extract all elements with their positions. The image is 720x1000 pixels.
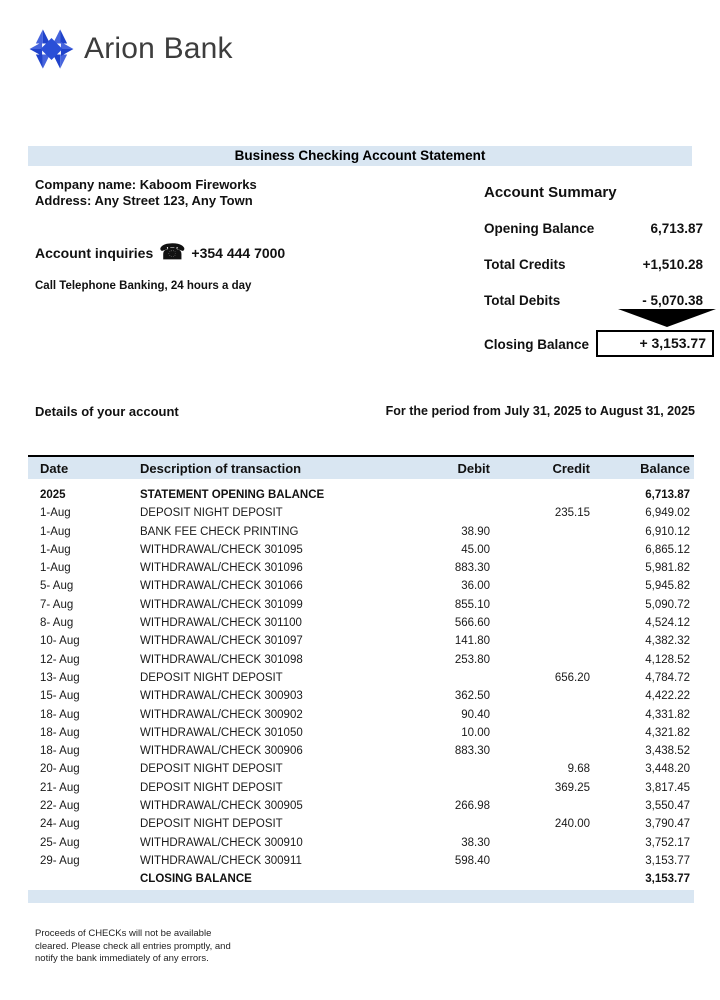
- cell-desc: WITHDRAWAL/CHECK 301100: [140, 617, 302, 630]
- cell-credit: [490, 523, 590, 541]
- cell-credit: [490, 834, 590, 852]
- cell-debit: 266.98: [454, 800, 490, 813]
- closing-balance-label: Closing Balance: [484, 337, 590, 352]
- cell-balance: 5,945.82: [645, 580, 690, 593]
- cell-debit: [390, 779, 490, 797]
- cell-debit: 253.80: [454, 653, 490, 666]
- company-address: Address: Any Street 123, Any Town: [35, 193, 253, 208]
- cell-balance: 4,321.82: [645, 726, 690, 739]
- table-row: [28, 852, 694, 870]
- cell-date: 21- Aug: [40, 781, 80, 794]
- cell-balance: 4,422.22: [645, 690, 690, 703]
- cell-desc: WITHDRAWAL/CHECK 301098: [140, 653, 303, 666]
- cell-date: 1-Aug: [40, 562, 71, 575]
- cell-credit: [490, 559, 590, 577]
- total-debits-value: - 5,070.38: [642, 293, 703, 308]
- cell-balance: 5,981.82: [645, 562, 690, 575]
- closing-balance-value: + 3,153.77: [596, 330, 714, 357]
- cell-balance: 6,949.02: [645, 507, 690, 520]
- brand-logo: [28, 27, 233, 71]
- table-row: [28, 760, 694, 778]
- summary-row-debits: [484, 293, 703, 308]
- cell-balance: 4,524.12: [645, 617, 690, 630]
- cell-debit: 883.30: [454, 745, 490, 758]
- summary-row-opening: [484, 221, 703, 236]
- company-block: [35, 177, 257, 209]
- cell-credit: [490, 742, 590, 760]
- cell-credit: [490, 596, 590, 614]
- cell-credit: 369.25: [554, 781, 590, 794]
- cell-desc: DEPOSIT NIGHT DEPOSIT: [140, 671, 283, 684]
- cell-debit: 855.10: [454, 598, 490, 611]
- opening-balance-label: Opening Balance: [484, 221, 595, 236]
- cell-desc: DEPOSIT NIGHT DEPOSIT: [140, 507, 283, 520]
- cell-date: 2025: [40, 489, 66, 501]
- cell-credit: 9.68: [567, 763, 590, 776]
- cell-credit: [490, 852, 590, 870]
- cell-balance: 3,448.20: [645, 763, 690, 776]
- footnote-line: cleared. Please check all entries promptly, and: [35, 940, 231, 952]
- cell-desc: WITHDRAWAL/CHECK 300903: [140, 690, 303, 703]
- table-row: [28, 870, 694, 888]
- table-footer-band: [28, 890, 694, 903]
- table-row: [28, 577, 694, 595]
- cell-date: 13- Aug: [40, 671, 80, 684]
- summary-row-credits: [484, 257, 703, 272]
- cell-date: 18- Aug: [40, 708, 80, 721]
- cell-credit: [490, 651, 590, 669]
- cell-balance: 6,865.12: [645, 543, 690, 556]
- cell-debit: 10.00: [461, 726, 490, 739]
- table-row: [28, 779, 694, 797]
- account-summary-title: Account Summary: [484, 184, 617, 201]
- cell-desc: WITHDRAWAL/CHECK 301099: [140, 598, 303, 611]
- cell-debit: [390, 504, 490, 522]
- brand-name: Arion Bank: [84, 32, 233, 65]
- cell-date: 18- Aug: [40, 745, 80, 758]
- table-row: [28, 632, 694, 650]
- table-row: [28, 742, 694, 760]
- table-row: [28, 614, 694, 632]
- cell-debit: 45.00: [461, 543, 490, 556]
- total-debits-label: Total Debits: [484, 293, 561, 308]
- cell-balance: 3,438.52: [645, 745, 690, 758]
- statement-title: Business Checking Account Statement: [28, 146, 692, 166]
- cell-date: 18- Aug: [40, 726, 80, 739]
- cell-debit: 38.30: [461, 836, 490, 849]
- cell-date: 12- Aug: [40, 653, 80, 666]
- header-date: Date: [40, 461, 69, 476]
- cell-balance: 4,784.72: [645, 671, 690, 684]
- cell-date: 1-Aug: [40, 525, 71, 538]
- cell-date: 5- Aug: [40, 580, 74, 593]
- cell-debit: [390, 486, 490, 504]
- transactions-body: [28, 479, 694, 889]
- table-row: [28, 523, 694, 541]
- cell-debit: 90.40: [461, 708, 490, 721]
- cell-balance: 3,752.17: [645, 836, 690, 849]
- opening-balance-value: 6,713.87: [650, 221, 703, 236]
- cell-desc: DEPOSIT NIGHT DEPOSIT: [140, 818, 283, 831]
- table-row: [28, 541, 694, 559]
- table-header-row: [28, 455, 694, 479]
- table-row: [28, 687, 694, 705]
- table-row: [28, 486, 694, 504]
- table-row: [28, 669, 694, 687]
- cell-debit: [390, 760, 490, 778]
- company-name: Company name: Kaboom Fireworks: [35, 177, 257, 192]
- cell-debit: 566.60: [454, 617, 490, 630]
- cell-balance: 3,153.77: [645, 873, 690, 886]
- cell-balance: 4,128.52: [645, 653, 690, 666]
- footnote-line: notify the bank immediately of any errors.: [35, 953, 209, 964]
- cell-credit: [490, 541, 590, 559]
- cell-balance: 4,382.32: [645, 635, 690, 648]
- footnote-line: Proceeds of CHECKs will not be available: [35, 928, 212, 939]
- total-credits-value: +1,510.28: [642, 257, 703, 272]
- cell-date: 7- Aug: [40, 598, 74, 611]
- cell-balance: 3,790.47: [645, 818, 690, 831]
- header-balance: Balance: [640, 461, 690, 476]
- cell-desc: WITHDRAWAL/CHECK 300906: [140, 745, 303, 758]
- phone-number: +354 444 7000: [191, 245, 286, 261]
- cell-debit: 883.30: [454, 562, 490, 575]
- details-label: Details of your account: [35, 404, 179, 419]
- cell-desc: WITHDRAWAL/CHECK 301050: [140, 726, 303, 739]
- telephone-banking-note: Call Telephone Banking, 24 hours a day: [35, 280, 252, 292]
- cell-date: 10- Aug: [40, 635, 80, 648]
- header-description: Description of transaction: [140, 461, 302, 476]
- cell-desc: WITHDRAWAL/CHECK 301095: [140, 543, 303, 556]
- cell-credit: [490, 577, 590, 595]
- cell-desc: DEPOSIT NIGHT DEPOSIT: [140, 763, 283, 776]
- arion-star-icon: [28, 27, 75, 71]
- cell-balance: 5,090.72: [645, 598, 690, 611]
- cell-date: 22- Aug: [40, 800, 80, 813]
- cell-desc: STATEMENT OPENING BALANCE: [140, 489, 325, 501]
- table-row: [28, 559, 694, 577]
- cell-credit: [490, 632, 590, 650]
- cell-credit: 240.00: [554, 818, 590, 831]
- cell-credit: [490, 870, 590, 888]
- cell-date: 29- Aug: [40, 854, 80, 867]
- phone-icon: ☎: [159, 241, 186, 264]
- cell-debit: 38.90: [461, 525, 490, 538]
- cell-credit: [490, 614, 590, 632]
- cell-credit: [490, 797, 590, 815]
- account-inquiries-line: [35, 241, 286, 264]
- cell-credit: 656.20: [554, 671, 590, 684]
- table-row: [28, 596, 694, 614]
- cell-desc: WITHDRAWAL/CHECK 300902: [140, 708, 303, 721]
- table-row: [28, 504, 694, 522]
- cell-debit: 141.80: [454, 635, 490, 648]
- cell-balance: 3,817.45: [645, 781, 690, 794]
- cell-credit: [490, 687, 590, 705]
- details-row: [35, 404, 695, 419]
- cell-debit: [390, 669, 490, 687]
- table-row: [28, 815, 694, 833]
- cell-date: [28, 870, 140, 888]
- table-row: [28, 706, 694, 724]
- cell-date: 20- Aug: [40, 763, 80, 776]
- table-row: [28, 797, 694, 815]
- cell-desc: WITHDRAWAL/CHECK 300910: [140, 836, 303, 849]
- cell-balance: 3,153.77: [645, 854, 690, 867]
- cell-desc: WITHDRAWAL/CHECK 301066: [140, 580, 303, 593]
- cell-desc: DEPOSIT NIGHT DEPOSIT: [140, 781, 283, 794]
- cell-desc: WITHDRAWAL/CHECK 300911: [140, 854, 302, 867]
- cell-debit: 362.50: [454, 690, 490, 703]
- cell-date: 1-Aug: [40, 543, 71, 556]
- cell-date: 15- Aug: [40, 690, 80, 703]
- cell-balance: 4,331.82: [645, 708, 690, 721]
- down-arrow-icon: [618, 309, 716, 327]
- cell-desc: CLOSING BALANCE: [140, 873, 252, 886]
- cell-credit: [490, 486, 590, 504]
- cell-debit: [390, 815, 490, 833]
- cell-credit: [490, 706, 590, 724]
- table-row: [28, 724, 694, 742]
- cell-desc: WITHDRAWAL/CHECK 301096: [140, 562, 303, 575]
- cell-debit: 598.40: [454, 854, 490, 867]
- cell-date: 8- Aug: [40, 617, 74, 630]
- statement-footnote: [35, 928, 231, 966]
- inquiries-label: Account inquiries: [35, 245, 154, 261]
- table-row: [28, 651, 694, 669]
- cell-date: 25- Aug: [40, 836, 80, 849]
- cell-date: 1-Aug: [40, 507, 71, 520]
- cell-balance: 6,910.12: [645, 525, 690, 538]
- cell-debit: [390, 870, 490, 888]
- header-debit: Debit: [457, 461, 490, 476]
- table-row: [28, 834, 694, 852]
- cell-credit: [490, 724, 590, 742]
- cell-desc: WITHDRAWAL/CHECK 300905: [140, 800, 303, 813]
- cell-desc: WITHDRAWAL/CHECK 301097: [140, 635, 303, 648]
- total-credits-label: Total Credits: [484, 257, 566, 272]
- header-credit: Credit: [552, 461, 590, 476]
- cell-credit: 235.15: [554, 507, 590, 520]
- cell-balance: 3,550.47: [645, 800, 690, 813]
- statement-period: For the period from July 31, 2025 to August 31, 2025: [385, 404, 695, 418]
- cell-date: 24- Aug: [40, 818, 80, 831]
- cell-balance: 6,713.87: [645, 489, 690, 501]
- transactions-table: [28, 455, 694, 903]
- cell-debit: 36.00: [461, 580, 490, 593]
- cell-desc: BANK FEE CHECK PRINTING: [140, 525, 299, 538]
